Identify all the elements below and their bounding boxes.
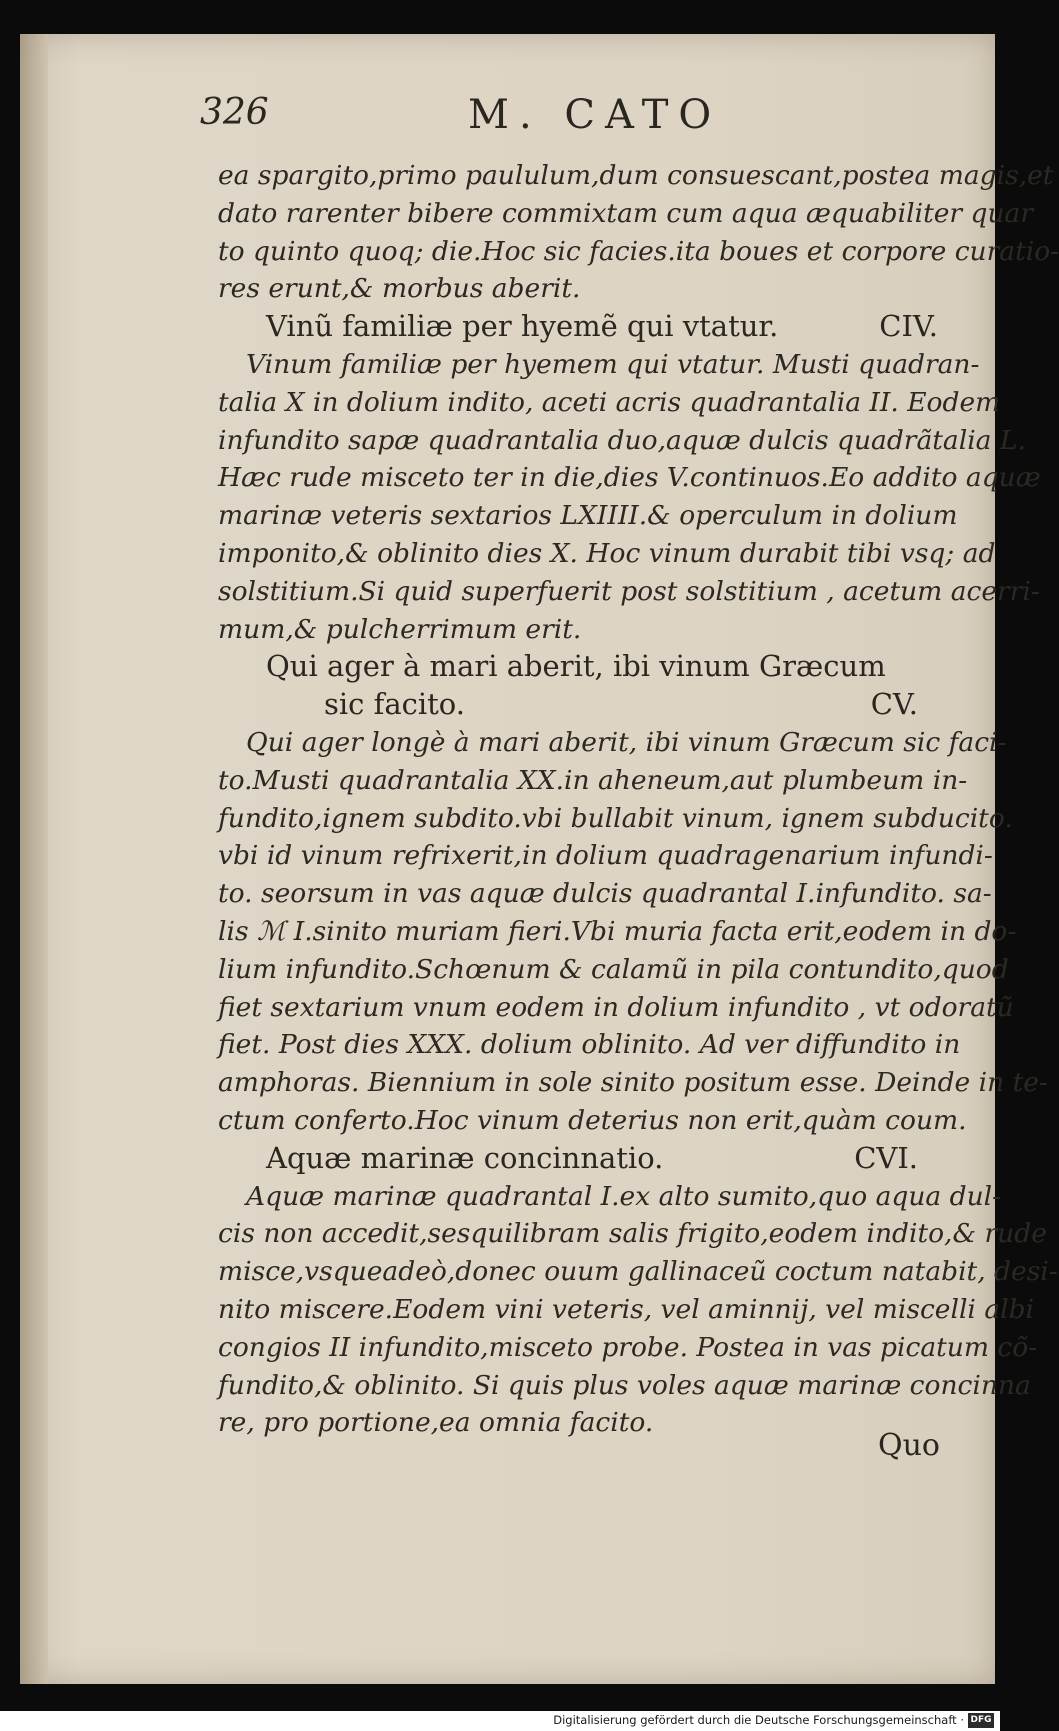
section-heading-cvi <box>218 1140 958 1178</box>
section-heading-civ <box>218 308 958 346</box>
section-heading-text: Vinũ familiæ per hyemẽ qui vtatur. <box>266 309 779 344</box>
body-line: dato rarenter bibere commixtam cum aqua æquabiliter quar <box>218 197 1033 229</box>
section-line: Vinum familiæ per hyemem qui vtatur. Musti quadran- <box>246 348 980 380</box>
body-line: to quinto quoq; die.Hoc sic facies.ita boues et corpore curatio- <box>218 235 1059 267</box>
section-line: fundito,ignem subdito.vbi bullabit vinum, ignem subducito. <box>218 802 1013 834</box>
section-line: lium infundito.Schœnum & calamũ in pila contundito,quod <box>218 953 1009 985</box>
section-line: ctum conferto.Hoc vinum deterius non erit,quàm coum. <box>218 1104 967 1136</box>
running-title: M. CATO <box>468 92 722 138</box>
page-gutter <box>20 34 48 1684</box>
section-numeral: CIV. <box>879 309 938 344</box>
body-line: ea spargito,primo paululum,dum consuescant,postea magis,et <box>218 160 1054 191</box>
section-line: re, pro portione,ea omnia facito. <box>218 1407 654 1439</box>
section-line: imponito,& oblinito dies X. Hoc vinum durabit tibi vsq; ad <box>218 537 996 569</box>
section-line: infundito sapæ quadrantalia duo,aquæ dulcis quadrãtalia L. <box>218 424 1026 456</box>
text-block <box>218 157 1059 1442</box>
footer-credit: Digitalisierung gefördert durch die Deutsche Forschungsgemeinschaft · <box>553 1713 964 1727</box>
section-line: fiet. Post dies XXX. dolium oblinito. Ad ver diffundito in <box>218 1029 961 1061</box>
section-line: amphoras. Biennium in sole sinito positum esse. Deinde in te- <box>218 1067 1048 1099</box>
section-line: marinæ veteris sextarios LXIIII.& operculum in dolium <box>218 500 958 532</box>
section-line: talia X in dolium indito, aceti acris quadrantalia II. Eodem <box>218 386 1001 418</box>
section-line: vbi id vinum refrixerit,in dolium quadragenarium infundi- <box>218 840 993 872</box>
section-line: Aquæ marinæ quadrantal I.ex alto sumito,quo aqua dul- <box>246 1180 1002 1212</box>
body-line: res erunt,& morbus aberit. <box>218 273 581 305</box>
section-line: solstitium.Si quid superfuerit post solstitium , acetum acerri- <box>218 575 1040 607</box>
catchword: Quo <box>878 1428 940 1463</box>
section-line: misce,vsqueadeò,donec ouum gallinaceũ coctum natabit, desi- <box>218 1256 1058 1288</box>
section-line: mum,& pulcherrimum erit. <box>218 613 582 645</box>
dfg-logo-icon: DFG <box>968 1713 994 1728</box>
section-heading-text: Aquæ marinæ concinnatio. <box>266 1140 664 1175</box>
section-line: Qui ager longè à mari aberit, ibi vinum Græcum sic faci- <box>246 726 1007 758</box>
section-line: lis ℳ I.sinito muriam fieri.Vbi muria facta erit,eodem in do- <box>218 915 1017 947</box>
section-line: fundito,& oblinito. Si quis plus voles aquæ marinæ concinna <box>218 1369 1031 1401</box>
section-heading-cv-line2 <box>218 686 958 724</box>
page-number: 326 <box>200 92 269 133</box>
section-numeral: CVI. <box>854 1140 918 1175</box>
section-line: nito miscere.Eodem vini veteris, vel aminnij, vel miscelli albi <box>218 1293 1035 1325</box>
section-numeral: CV. <box>870 687 918 722</box>
section-line: Hæc rude misceto ter in die,dies V.continuos.Eo addito aquæ <box>218 462 1041 494</box>
section-line: fiet sextarium vnum eodem in dolium infundito , vt odoratũ <box>218 991 1014 1023</box>
section-line: to. seorsum in vas aquæ dulcis quadrantal I.infundito. sa- <box>218 878 992 910</box>
section-heading-cv: Qui ager à mari aberit, ibi vinum Græcum <box>266 649 886 684</box>
section-line: cis non accedit,sesquilibram salis frigito,eodem indito,& rude <box>218 1218 1047 1250</box>
section-heading-text: sic facito. <box>324 687 465 722</box>
section-line: congios II infundito,misceto probe. Postea in vas picatum cõ- <box>218 1331 1038 1363</box>
section-line: to.Musti quadrantalia XX.in aheneum,aut plumbeum in- <box>218 764 968 796</box>
